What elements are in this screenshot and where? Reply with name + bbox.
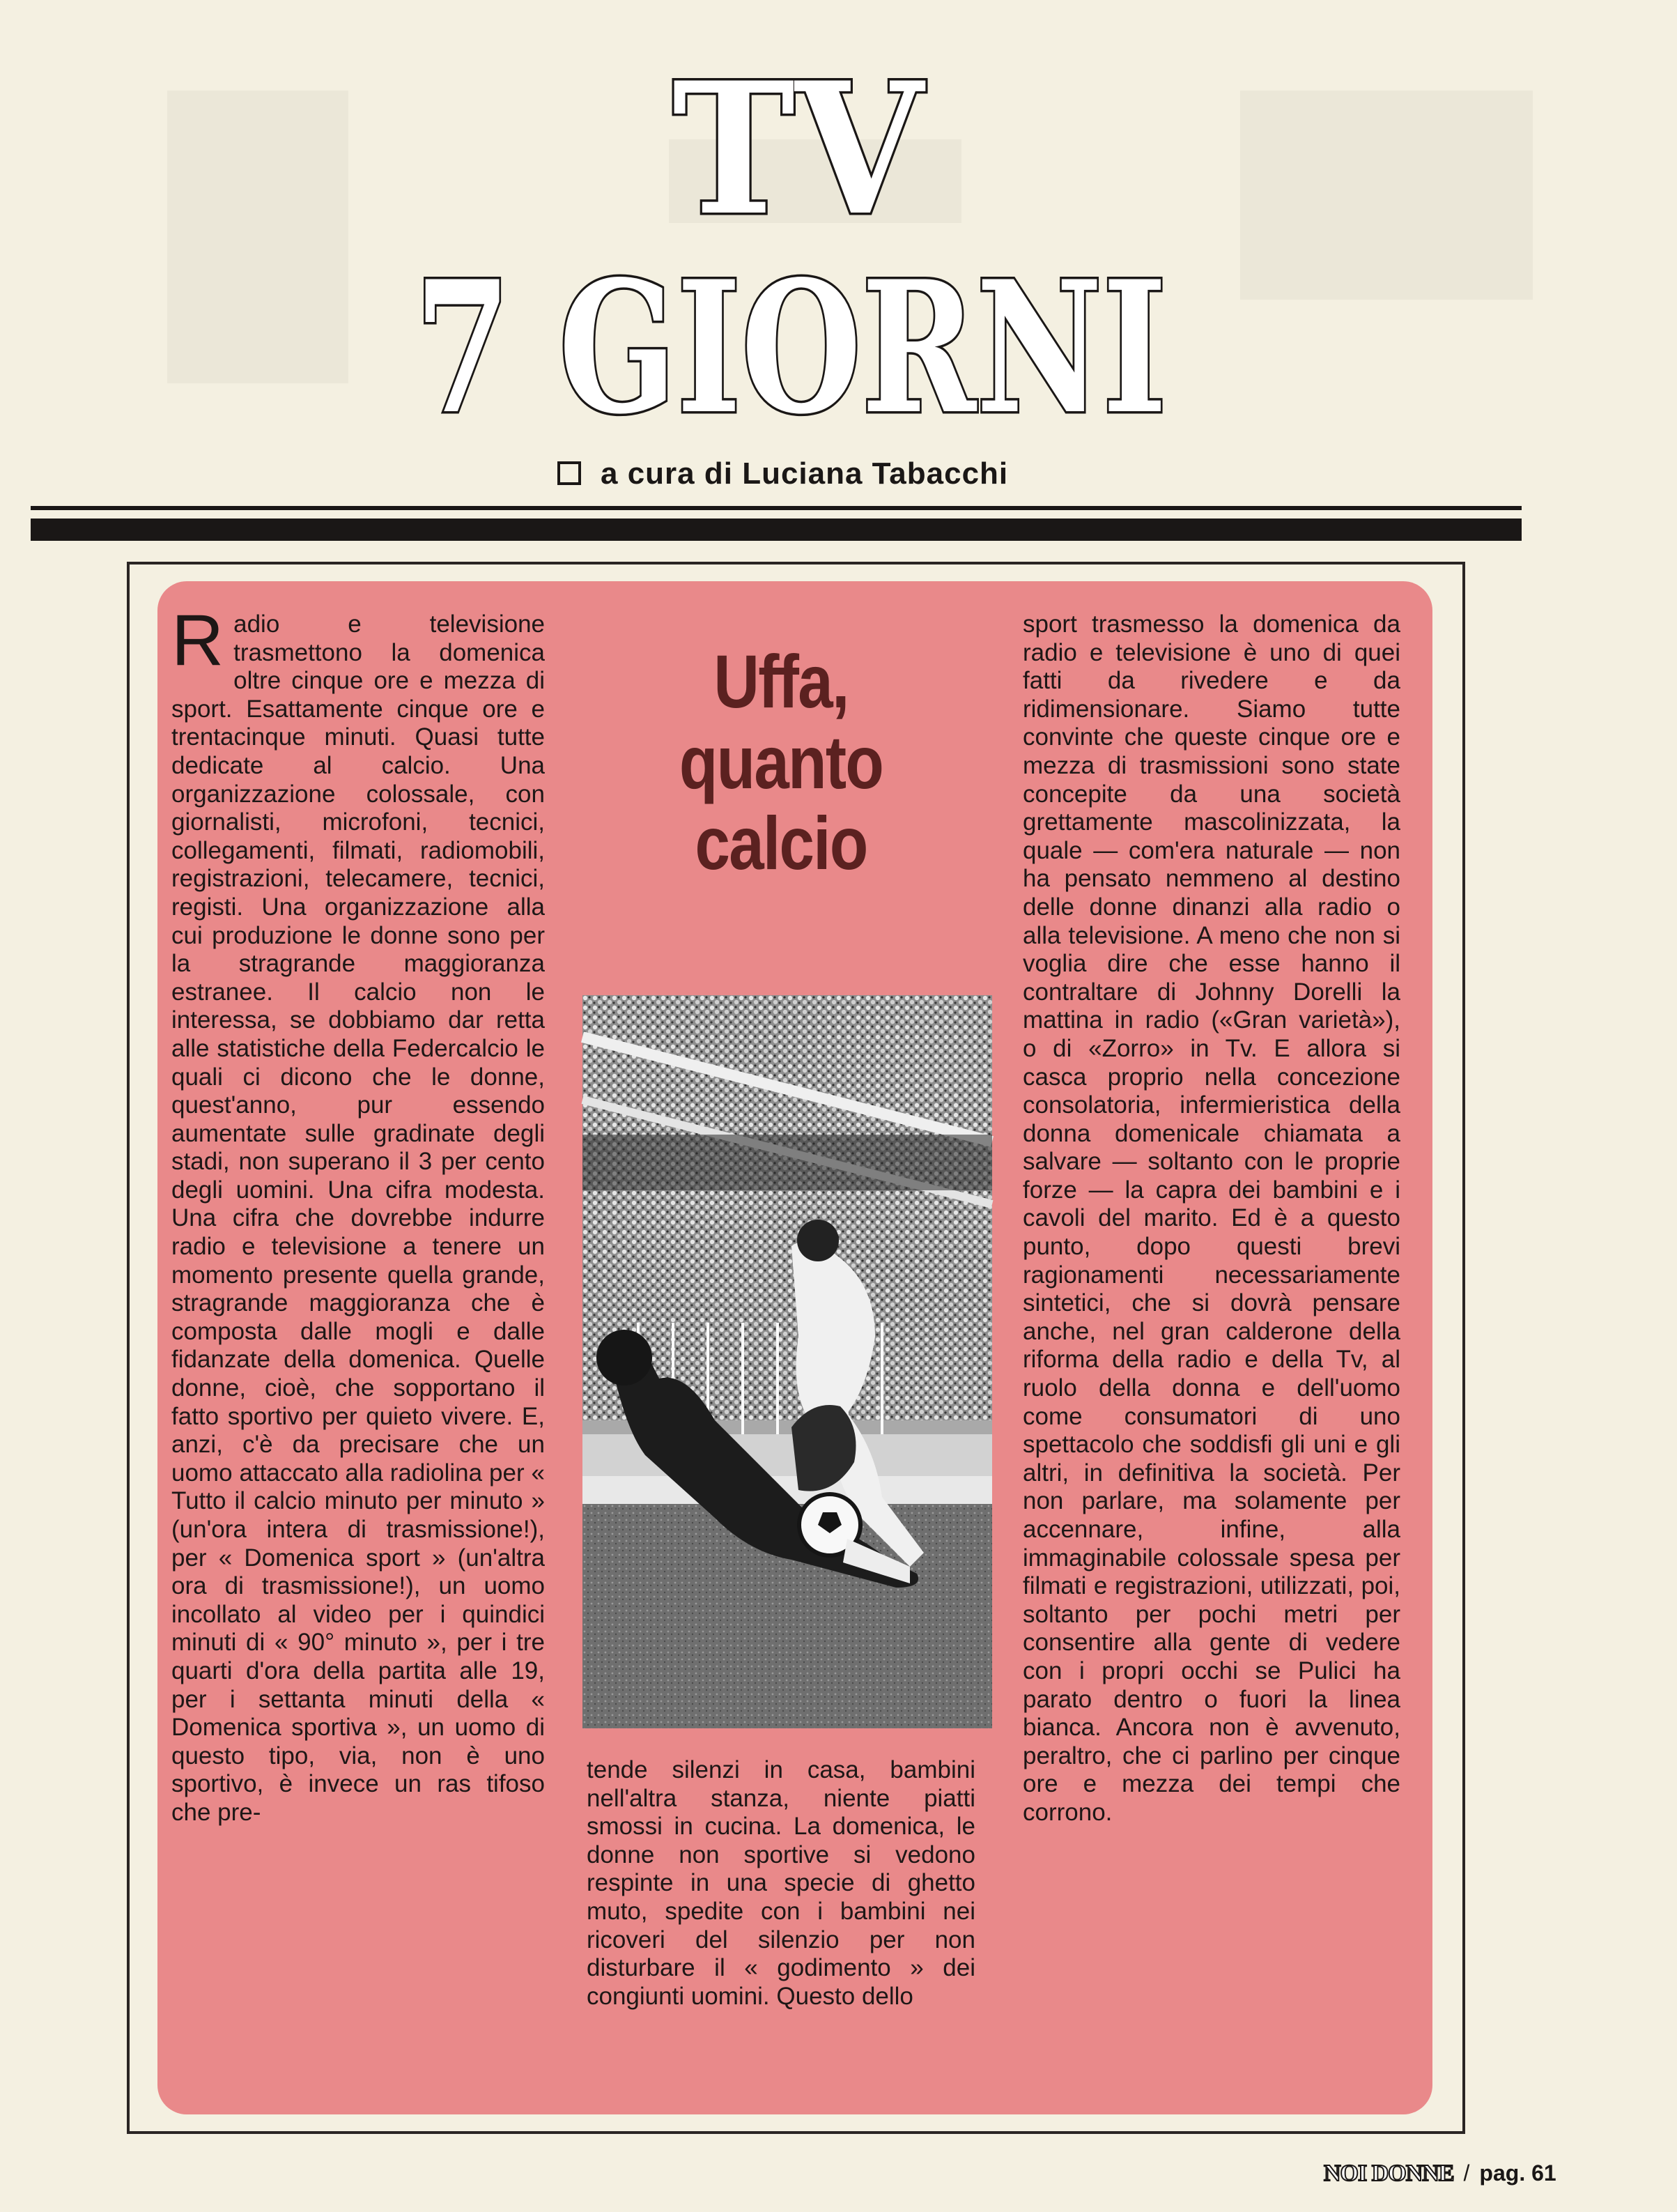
magazine-name: NOI DONNE [1324, 2160, 1454, 2186]
byline-text: a cura di Luciana Tabacchi [601, 456, 1009, 491]
page-number: pag. 61 [1479, 2160, 1556, 2186]
article-column-2: tende silenzi in casa, bambini nell'altra stanza, niente piatti smossi in cucina. La domenica, le donne non sportive si vedono respinte in una specie di ghetto muto, spedite con i bambini nei ricoveri del silenzio per non disturbare il « godimento » dei congiunti uomini. Questo dello [587, 1756, 975, 2010]
article-column-3: sport trasmesso la domenica da radio e televisione è uno di quei fatti da rivedere e da ridimensionare. Siamo tutte convinte che queste cinque ore e mezza di trasmissioni sono state concepite da una società grettamente mascolinizzata, la quale — com'era naturale — non ha pensato nemmeno al destino delle donne dinanzi alla radio o alla televisione. A meno che non si voglia dire che esse hanno il contraltare di Johnny Dorelli la mattina in radio («Gran varietà»), o di «Zorro» in Tv. E allora si casca proprio nella concezione consolatoria, infermieristica della donna domenicale chiamata a salvare — soltanto con le proprie forze — la capra dei bambini e i cavoli del marito. Ed è a questo punto, dopo questi brevi ragionamenti necessariamente sintetici, che si dovrà pensare anche, nel gran calderone della riforma della radio e della Tv, al ruolo della donna e dell'uomo come consumatori di uno spettacolo che soddisfi gli uni e gli altri, in definitiva la società. Per non parlare, ma solamente per accennare, infine, alla immaginabile colossale spesa per filmati e registrazioni, utilizzati, poi, soltanto per pochi metri per consentire alla gente di vedere con i propri occhi se Pulici ha parato dentro o fuori la linea bianca. Ancora non è avvenuto, peraltro, che ci parlino per cinque ore e mezza dei tempi che corrono. [1023, 610, 1400, 1826]
header-rule-thick [31, 519, 1522, 541]
header-rule-thin [31, 506, 1522, 510]
column-1-text: adio e televisione trasmettono la domenica oltre cinque ore e mezza di sport. Esattamente cinque ore e trentacinque minuti. Quasi tutte dedicate al calcio. Una organizzazione colossale, con giornalisti, microfoni, tecnici, collegamenti, filmati, radiomobili, registrazioni, telecamere, tecnici, registi. Una organizzazione alla cui produzione le donne sono per la stragrande maggioranza estranee. Il calcio non le interessa, se dobbiamo dar retta alle statistiche della Federcalcio le quali ci dicono che le donne, quest'anno, pur essendo aumentate sulle gradinate degli stadi, non superano il 3 per cento degli uomini. Una cifra modesta. Una cifra che dovrebbe indurre radio e televisione a tenere un momento presente quella grande, stragrande maggioranza che è composta dalle mogli e dalle fidanzate della domenica. Quelle donne, cioè, che sopportano il fatto sportivo per quieto vivere. E, anzi, c'è da precisare che un uomo attaccato alla radiolina per « Tutto il calcio minuto per minuto » (un'ora intera di trasmissione!), per « Domenica sport » (un'altra ora di trasmissione!), un uomo incollato al video per i quindici minuti di « 90° minuto », per i tre quarti d'ora della partita alle 19, per i settanta minuti della « Domenica sportiva », un uomo di questo tipo, via, non è uno sportivo, è invece un ras tifoso che pre- [171, 610, 545, 1826]
page-footer [1324, 2160, 1556, 2187]
article-headline: Uffa, quanto calcio [679, 639, 883, 885]
checkbox-square-icon [557, 461, 581, 485]
drop-cap: R [171, 600, 224, 681]
byline [557, 456, 1008, 491]
masthead [390, 43, 1191, 454]
show-through-left [167, 91, 348, 383]
masthead-line-7-giorni: 7 GIORNI [415, 242, 1167, 454]
show-through-right [1240, 91, 1533, 300]
masthead-line-tv: TV [672, 43, 927, 256]
article-column-1 [171, 600, 545, 1997]
footer-separator: / [1463, 2160, 1470, 2186]
football-photo [582, 995, 992, 1728]
